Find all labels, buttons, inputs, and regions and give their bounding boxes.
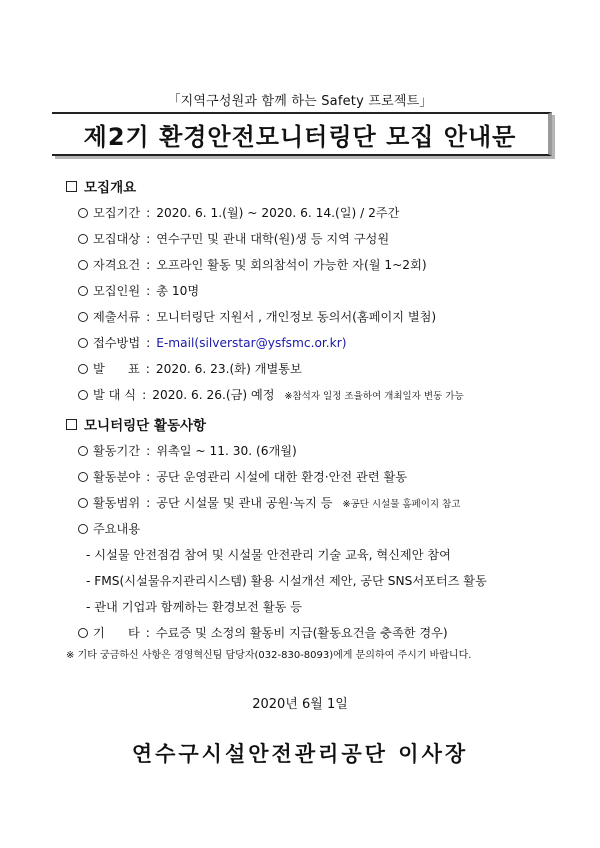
- item-value: 2020. 6. 1.(월) ~ 2020. 6. 14.(일) / 2주간: [156, 206, 400, 220]
- item-label: 접수방법: [93, 336, 141, 350]
- email-link[interactable]: E-mail(silverstar@ysfsmc.or.kr): [156, 336, 347, 350]
- detail-line: - 시설물 안전점검 참여 및 시설물 안전관리 기술 교육, 혁신제안 참여: [86, 548, 451, 562]
- activity-item: 활동기간 : 위촉일 ~ 11. 30. (6개월): [78, 442, 297, 459]
- circle-bullet-icon: [78, 338, 88, 348]
- project-subtitle: 「지역구성원과 함께 하는 Safety 프로젝트」: [167, 94, 433, 109]
- item-value: 수료증 및 소정의 활동비 지급(활동요건을 충족한 경우): [155, 626, 448, 640]
- item-value: 공단 운영관리 시설에 대한 환경·안전 관련 활동: [156, 470, 408, 484]
- circle-bullet-icon: [78, 628, 88, 638]
- item-value: 위촉일 ~ 11. 30. (6개월): [156, 444, 297, 458]
- item-label: 모집대상: [93, 232, 141, 246]
- circle-bullet-icon: [78, 286, 88, 296]
- item-note: ※공단 시설물 홈페이지 참고: [342, 499, 461, 510]
- item-label: 활동기간: [93, 444, 141, 458]
- recruit-item: 모집대상 : 연수구민 및 관내 대학(원)생 등 지역 구성원: [78, 230, 389, 247]
- item-value: 2020. 6. 26.(금) 예정: [152, 388, 275, 402]
- page-title: 제2기 환경안전모니터링단 모집 안내문: [83, 122, 517, 151]
- item-label: 발 대 식: [93, 388, 137, 402]
- section-heading-recruitment: [66, 176, 136, 196]
- item-value: 2020. 6. 23.(화) 개별통보: [155, 362, 302, 376]
- detail-line: - 관내 기업과 함께하는 환경보전 활동 등: [86, 600, 303, 614]
- item-value: 공단 시설물 및 관내 공원·녹지 등: [156, 496, 333, 510]
- item-label: 자격요건: [93, 258, 141, 272]
- recruit-item: 모집인원 : 총 10명: [78, 282, 199, 299]
- recruit-item: 제출서류 : 모니터링단 지원서 , 개인정보 동의서(홈페이지 별첨): [78, 308, 436, 325]
- section-heading-label: 모니터링단 활동사항: [84, 418, 207, 434]
- recruit-item: 발 표 : 2020. 6. 23.(화) 개별통보: [78, 360, 302, 377]
- recruit-item: 접수방법 : E-mail(silverstar@ysfsmc.or.kr): [78, 334, 347, 351]
- item-value: 오프라인 활동 및 회의참석이 가능한 자(월 1~2회): [156, 258, 427, 272]
- activity-item: 활동범위 : 공단 시설물 및 관내 공원·녹지 등 ※공단 시설물 홈페이지 참고: [78, 494, 460, 511]
- circle-bullet-icon: [78, 472, 88, 482]
- section-heading-label: 모집개요: [84, 180, 137, 196]
- section-heading-activities: [66, 414, 206, 434]
- checkbox-square-icon: [66, 181, 77, 192]
- item-label: 활동범위: [93, 496, 141, 510]
- item-label: 제출서류: [93, 310, 141, 324]
- activity-item: 활동분야 : 공단 운영관리 시설에 대한 환경·안전 관련 활동: [78, 468, 407, 485]
- item-value: 연수구민 및 관내 대학(원)생 등 지역 구성원: [156, 232, 390, 246]
- item-value: 총 10명: [156, 284, 200, 298]
- circle-bullet-icon: [78, 208, 88, 218]
- signer-name: 연수구시설안전관리공단 이사장: [131, 741, 469, 766]
- item-label: 기 타: [93, 626, 140, 640]
- recruit-item: 자격요건 : 오프라인 활동 및 회의참석이 가능한 자(월 1~2회): [78, 256, 427, 273]
- item-note: ※참석자 일정 조율하여 개최일자 변동 가능: [284, 391, 464, 402]
- item-value: 모니터링단 지원서 , 개인정보 동의서(홈페이지 별첨): [156, 310, 437, 324]
- item-label: 주요내용: [93, 522, 141, 536]
- detail-line: - FMS(시설물유지관리시스템) 활용 시설개선 제안, 공단 SNS서포터즈 활동: [86, 574, 487, 588]
- circle-bullet-icon: [78, 312, 88, 322]
- checkbox-square-icon: [66, 419, 77, 430]
- circle-bullet-icon: [78, 524, 88, 534]
- contact-footnote: ※ 기타 궁금하신 사항은 경영혁신팀 담당자(032-830-8093)에게 문의하여 주시기 바랍니다.: [66, 650, 472, 661]
- recruit-item: 모집기간 : 2020. 6. 1.(월) ~ 2020. 6. 14.(일) / 2주간: [78, 204, 399, 221]
- recruit-item: 발 대 식 : 2020. 6. 26.(금) 예정 ※참석자 일정 조율하여 개최일자 변동 가능: [78, 386, 464, 403]
- item-label: 발 표: [93, 362, 140, 376]
- circle-bullet-icon: [78, 446, 88, 456]
- circle-bullet-icon: [78, 390, 88, 400]
- activity-item: 기 타 : 수료증 및 소정의 활동비 지급(활동요건을 충족한 경우): [78, 624, 448, 641]
- item-label: 모집기간: [93, 206, 141, 220]
- circle-bullet-icon: [78, 498, 88, 508]
- issue-date: 2020년 6월 1일: [252, 697, 348, 712]
- circle-bullet-icon: [78, 260, 88, 270]
- item-label: 활동분야: [93, 470, 141, 484]
- activity-item: [78, 520, 140, 537]
- circle-bullet-icon: [78, 234, 88, 244]
- item-label: 모집인원: [93, 284, 141, 298]
- circle-bullet-icon: [78, 364, 88, 374]
- title-box: [52, 112, 552, 156]
